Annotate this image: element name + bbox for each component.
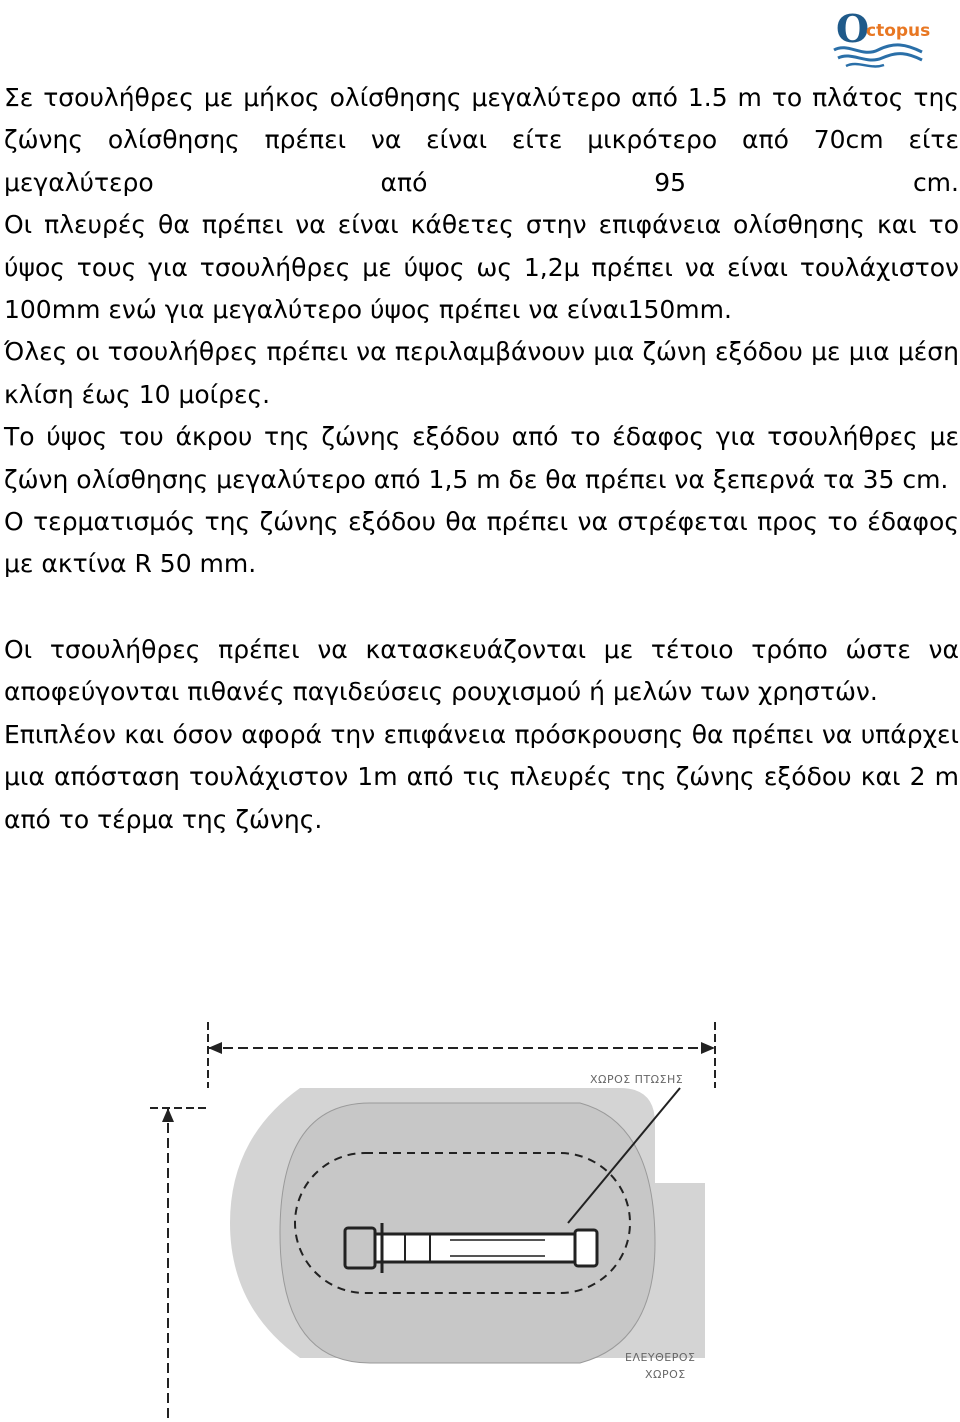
dimension-arrow-up: [162, 1108, 174, 1122]
logo-text: ctopus: [866, 21, 931, 41]
slide-fall-space-diagram: [150, 1008, 960, 1422]
dimension-arrow-right: [701, 1042, 715, 1054]
paragraph-slide-width: Σε τσουλήθρες με μήκος ολίσθησης μεγαλύτερο από 1.5 m το πλάτος της ζώνης ολίσθησης πρέπει να είναι είτε μικρότερο από 70cm είτε μεγαλύτερο από 95 cm.: [4, 83, 959, 197]
paragraph-exit-radius: Ο τερματισμός της ζώνης εξόδου θα πρέπει να στρέφεται προς το έδαφος με ακτίνα R 50 mm.: [4, 507, 959, 579]
paragraph-side-walls: Οι πλευρές θα πρέπει να είναι κάθετες στην επιφάνεια ολίσθησης και το ύψος τους για τσουλήθρες με ύψος ως 1,2μ πρέπει να είναι τουλάχιστον 100mm ενώ για μεγαλύτερο ύψος πρέπει να είναι150mm.: [4, 210, 959, 325]
paragraph-impact-area: Επιπλέον και όσον αφορά την επιφάνεια πρόσκρουσης θα πρέπει να υπάρχει μια απόσταση τουλάχιστον 1m από τις πλευρές της ζώνης εξόδου και 2 m από το τέρμα της ζώνης.: [4, 719, 959, 834]
paragraph-exit-zone-slope: Όλες οι τσουλήθρες πρέπει να περιλαμβάνουν μια ζώνη εξόδου με μια μέση κλίση έως 10 μοίρες.: [4, 337, 959, 409]
paragraph-entrapment: Οι τσουλήθρες πρέπει να κατασκευάζονται με τέτοιο τρόπο ώστε να αποφεύγονται πιθανές παγιδεύσεις ρουχισμού ή μελών των χρηστών.: [4, 634, 959, 707]
label-free-space-1: ΕΛΕΥΘΕΡΟΣ: [625, 1351, 696, 1364]
dimension-arrow-left: [208, 1042, 222, 1054]
octopus-logo: [822, 2, 942, 72]
label-fall-space: ΧΩΡΟΣ ΠΤΩΣΗΣ: [590, 1073, 684, 1086]
paragraph-exit-height: Το ύψος του άκρου της ζώνης εξόδου από το έδαφος για τσουλήθρες με ζώνη ολίσθησης μεγαλύτερο από 1,5 m δε θα πρέπει να ξεπερνά τα 35 cm.: [4, 422, 959, 494]
logo-letter: O: [836, 6, 870, 51]
requirements-section-1: [4, 77, 959, 841]
label-free-space-2: ΧΩΡΟΣ: [645, 1368, 686, 1381]
